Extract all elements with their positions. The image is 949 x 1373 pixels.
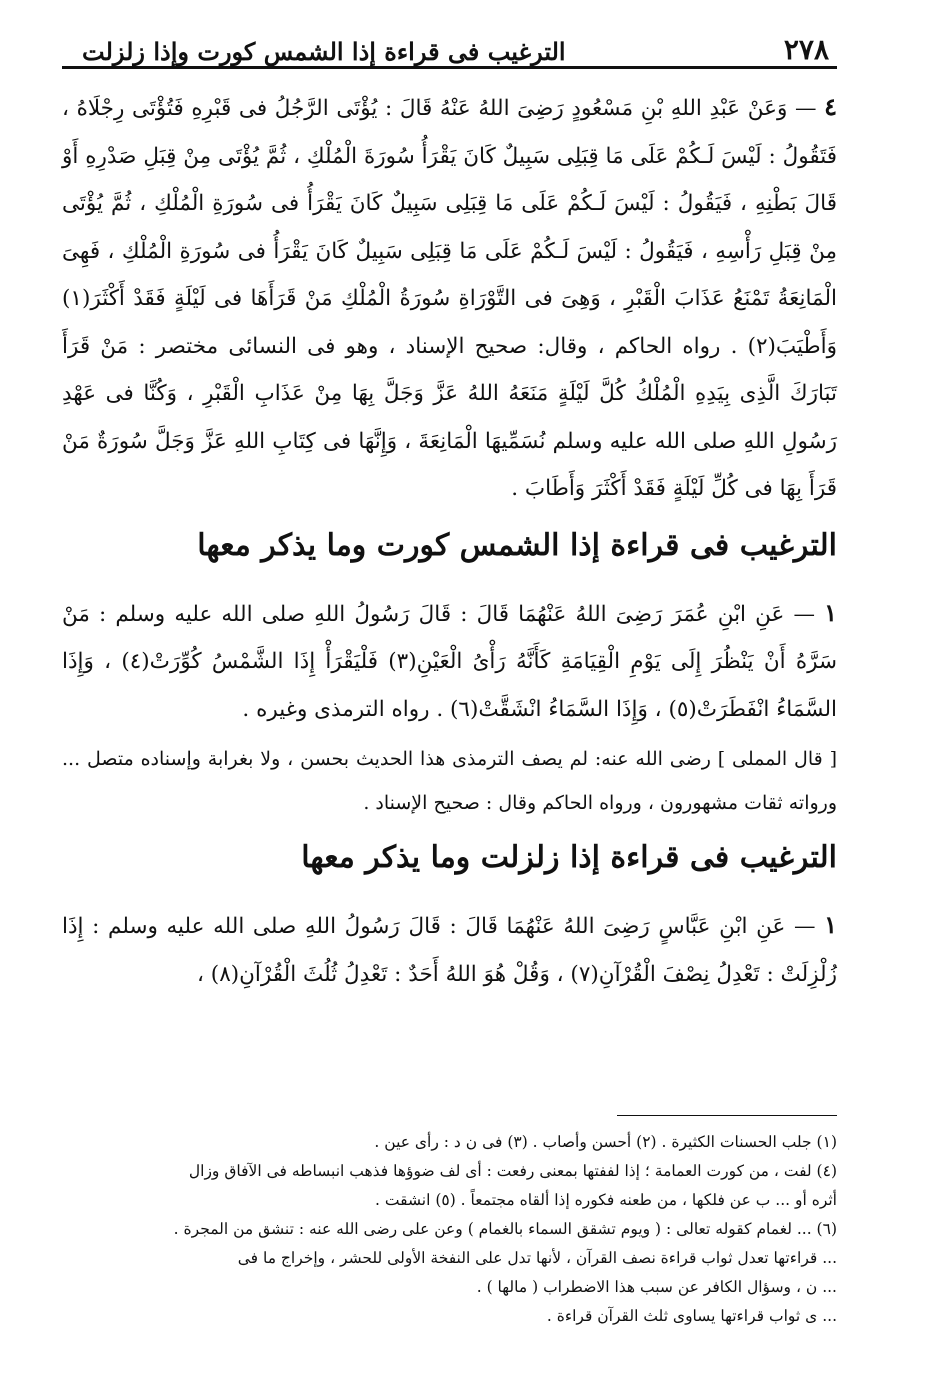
- footnote-line: ... ن ، وسؤال الكافر عن سبب هذا الاضطراب ( مالها ) .: [476, 1278, 837, 1296]
- section-2-hadith: [62, 901, 837, 998]
- footnote-line: أثره أو ... ب عن فلكها ، من طعنه فكوره إذا ألقاه مجتمعاً . (٥) انشقت .: [375, 1191, 837, 1209]
- section-1-hadith: [62, 589, 837, 734]
- footnote-line: (٤) لفت ، من كورت العمامة ؛ إذا لففتها بمعنى رفعت : أى لف ضوؤها فذهب انبساطه فى الآفاق وزال: [188, 1162, 837, 1180]
- hadith-4-number: ٤: [824, 92, 837, 121]
- footnote-line: ... ى ثواب قراءتها يساوى ثلث القرآن قراءة .: [546, 1307, 837, 1325]
- running-title: الترغيب فى قراءة إذا الشمس كورت وإذا زلزلت: [82, 37, 566, 66]
- section-2-hadith-number: ١: [824, 910, 837, 939]
- footnote-line: ... قراءتها تعدل ثواب قراءة نصف القرآن ، لأنها تدل على النفخة الأولى للحشر ، وإخراج ما فى: [237, 1249, 837, 1267]
- hadith-4-text: — وَعَنْ عَبْدِ اللهِ بْنِ مَسْعُودٍ رَضِىَ اللهُ عَنْهُ قَالَ : يُؤْتَى الرَّجُلُ فى قَبْرِهِ فَتُؤْتَى رِجْلَاهُ ، فَتَقُولُ : لَيْسَ لَـكُمْ عَلَى مَا قِبَلِى سَبِيلٌ كَانَ يَقْرَأُ سُورَةَ الْمُلْكِ ، ثُمَّ يُؤْتَى مِنْ قِبَلِ صَدْرِهِ أَوْ قَالَ بَطْنِهِ ، فَيَقُولُ : لَيْسَ لَـكُمْ عَلَى مَا قِبَلِى سَبِيلٌ كَانَ يَقْرَأُ فى سُورَةِ الْمُلْكِ ، ثُمَّ يُؤْتَى مِنْ قِبَلِ رَأْسِهِ ، فَيَقُولُ : لَيْسَ لَـكُمْ عَلَى مَا قِبَلِى سَبِيلٌ كَانَ يَقْرَأُ فى سُورَةِ الْمُلْكِ ، فَهِىَ الْمَانِعَةُ تَمْنَعُ عَذَابَ الْقَبْرِ ، وَهِىَ فى التَّوْرَاةِ سُورَةُ الْمُلْكِ مَنْ قَرَأَهَا فى لَيْلَةٍ فَقَدْ أَكْثَرَ(١) وَأَطْيَبَ(٢) . رواه الحاكم ، وقال: صحيح الإسناد ، وهو فى النسائى مختصر : مَنْ قَرَأَ تَبَارَكَ الَّذِى بِيَدِهِ الْمُلْكُ كُلَّ لَيْلَةٍ مَنَعَهُ اللهُ عَزَّ وَجَلَّ بِهَا مِنْ عَذَابِ الْقَبْرِ ، وَكُنَّا فى عَهْدِ رَسُولِ اللهِ صلى الله عليه وسلم نُسَمِّيهَا الْمَانِعَةَ ، وَإِنَّهَا فى كِتَابِ اللهِ عَزَّ وَجَلَّ سُورَةٌ مَنْ قَرَأَ بِهَا فى كُلِّ لَيْلَةٍ فَقَدْ أَكْثَرَ وَأَطَابَ .: [62, 96, 837, 501]
- section-heading-takwir: الترغيب فى قراءة إذا الشمس كورت وما يذكر معها: [197, 527, 837, 563]
- section-1-hadith-number: ١: [824, 597, 837, 627]
- page-header: [62, 22, 837, 69]
- section-2-hadith-text: — عَنِ ابْنِ عَبَّاسٍ رَضِىَ اللهُ عَنْهُمَا قَالَ : قَالَ رَسُولُ اللهِ صلى الله عليه وسلم : إِذَا زُلْزِلَتْ : تَعْدِلُ نِصْفَ الْقُرْآنِ(٧) ، وَقُلْ هُوَ اللهُ أَحَدٌ : تَعْدِلُ ثُلُثَ الْقُرْآنِ(٨) ،: [62, 914, 837, 987]
- hadith-4: [62, 83, 837, 513]
- body-text: [62, 83, 837, 998]
- footnote-line: (٦) ... لغمام كقوله تعالى : ( ويوم تشقق السماء بالغمام ) وعن على رضى الله عنه : تنشق من المجرة .: [173, 1220, 837, 1238]
- footnote-divider: [617, 1115, 837, 1116]
- page-number: ٢٧٨: [783, 33, 829, 66]
- footnotes: [62, 1128, 837, 1331]
- section-1-note: [ قال المملى ] رضى الله عنه: لم يصف الترمذى هذا الحديث بحسن ، ولا بغرابة وإسناده متصل ... ورواته ثقات مشهورون ، ورواه الحاكم وقال : صحيح الإسناد .: [62, 748, 837, 814]
- section-heading-zalzalah: الترغيب فى قراءة إذا زلزلت وما يذكر معها: [301, 840, 837, 875]
- section-1-hadith-text: — عَنِ ابْنِ عُمَرَ رَضِىَ اللهُ عَنْهُمَا قَالَ : قَالَ رَسُولُ اللهِ صلى الله عليه وسلم : مَنْ سَرَّهُ أَنْ يَنْظُرَ إِلَى يَوْمِ الْقِيَامَةِ كَأَنَّهُ رَأْىُ الْعَيْنِ(٣) فَلْيَقْرَأْ إِذَا الشَّمْسُ كُوِّرَتْ(٤) ، وَإِذَا السَّمَاءُ انْفَطَرَتْ(٥) ، وَإِذَا السَّمَاءُ انْشَقَّتْ(٦) . رواه الترمذى وغيره .: [62, 601, 837, 722]
- footnote-line: (١) جلب الحسنات الكثيرة . (٢) أحسن وأصاب . (٣) فى ن د : رأى عين .: [374, 1133, 837, 1151]
